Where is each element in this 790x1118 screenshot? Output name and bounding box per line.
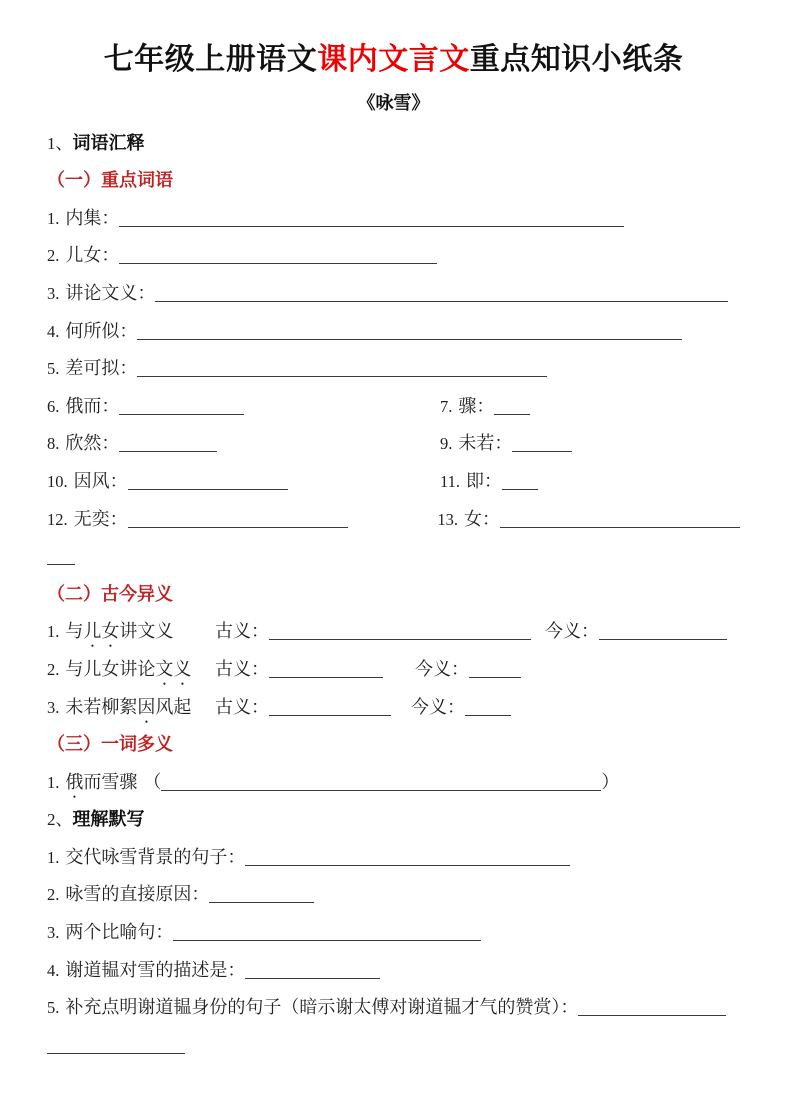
keyword-item-7 (440, 388, 740, 426)
blank-line (494, 410, 530, 415)
section-heading-words (47, 125, 740, 163)
item-label: 欣然： (65, 433, 120, 454)
modern-meaning-label: 今义： (545, 621, 599, 642)
item-label: 谢道韫对雪的描述是： (65, 959, 246, 980)
section-label: 理解默写 (72, 809, 145, 830)
emphasized-chars: 文义 (155, 658, 192, 679)
item-label: 因风： (73, 470, 128, 491)
emphasized-chars: 俄 (65, 771, 84, 792)
blank-line (173, 936, 481, 941)
dictation-item-1 (47, 839, 740, 877)
item-number: 11. (440, 471, 461, 491)
polysemy-item-1: 1. 俄而雪骤 （ ） (47, 771, 620, 792)
item-number: 1. (47, 847, 60, 867)
item-number: 3. (47, 923, 60, 943)
item-number: 1. (47, 622, 60, 642)
close-paren: ） (601, 771, 620, 792)
keyword-item-8 (47, 425, 440, 463)
modern-meaning-label: 今义： (411, 696, 465, 717)
modern-meaning-label: 今义： (415, 658, 469, 679)
gujin-item-1 (47, 613, 740, 651)
section-number: 1、 (47, 133, 73, 153)
blank-continuation-row (47, 538, 740, 576)
blank-line (578, 1011, 726, 1016)
blank-line (245, 861, 570, 866)
section-heading-dictation (47, 801, 740, 839)
title-post: 重点知识小纸条 (469, 43, 684, 76)
item-label: 内集： (65, 207, 120, 228)
dictation-item-3 (47, 914, 740, 952)
item-number: 2. (47, 885, 60, 905)
keyword-item-11 (440, 463, 740, 501)
item-number: 2. (47, 659, 60, 679)
item-label: 未若： (458, 433, 513, 454)
subsection-heading-gujin: （二）古今异义 (47, 583, 173, 604)
item-number: 7. (440, 396, 453, 416)
gujin-item-2 (47, 651, 740, 689)
item-label: 两个比喻句： (65, 922, 174, 943)
emphasized-chars: 因 (137, 696, 156, 717)
item-number: 8. (47, 434, 60, 454)
dictation-item-2 (47, 876, 740, 914)
item-label: 俄而： (65, 395, 120, 416)
item-label: 骤： (458, 395, 495, 416)
keyword-row-8-9 (47, 425, 740, 463)
blank-line (599, 635, 727, 640)
item-number: 1. (47, 772, 60, 792)
item-number: 4. (47, 321, 60, 341)
blank-line (269, 635, 531, 640)
item-number: 5. (47, 359, 60, 379)
item-number: 3. (47, 283, 60, 303)
item-number: 3. (47, 697, 60, 717)
blank-line (155, 297, 728, 302)
item-label: 何所似： (65, 320, 138, 341)
emphasized-chars: 儿女 (83, 621, 120, 642)
section-label: 词语汇释 (72, 132, 145, 153)
item-number: 12. (47, 509, 68, 529)
item-label: 交代咏雪背景的句子： (65, 846, 246, 867)
title-pre: 七年级上册语文 (103, 43, 318, 76)
keyword-item-6 (47, 388, 440, 426)
blank-line (137, 372, 547, 377)
ancient-meaning-label: 古义： (215, 621, 269, 642)
blank-continuation-row (47, 1027, 740, 1065)
ancient-meaning-label: 古义： (215, 696, 269, 717)
blank-line (500, 523, 740, 528)
item-label: 无奕： (73, 508, 128, 529)
dictation-item-4 (47, 952, 740, 990)
keyword-item-2 (47, 237, 740, 275)
blank-line (47, 1049, 185, 1054)
keyword-item-12 (47, 501, 437, 539)
keyword-item-3 (47, 275, 740, 313)
lesson-title: 《咏雪》 (357, 92, 430, 113)
blank-line (128, 523, 348, 528)
worksheet-body (47, 125, 740, 1065)
blank-line (119, 222, 624, 227)
blank-line (119, 259, 437, 264)
subsection-heading-polysemy: （三）一词多义 (47, 734, 173, 755)
item-number: 10. (47, 471, 68, 491)
blank-line (47, 560, 75, 565)
phrase: 1. 与儿女讲文义 (47, 621, 174, 642)
blank-line (469, 673, 521, 678)
item-label: 补充点明谢道韫身份的句子（暗示谢太傅对谢道韫才气的赞赏）： (65, 997, 579, 1018)
keyword-row-12-13 (47, 501, 740, 539)
blank-line (209, 898, 314, 903)
keyword-item-4 (47, 313, 740, 351)
blank-line (161, 786, 601, 791)
blank-line (269, 673, 383, 678)
item-label: 即： (466, 470, 503, 491)
item-label: 讲论文义： (65, 282, 156, 303)
item-number: 6. (47, 396, 60, 416)
section-number: 2、 (47, 810, 73, 830)
item-label: 儿女： (65, 245, 120, 266)
blank-line (512, 447, 572, 452)
page-title (47, 40, 740, 80)
dictation-item-5 (47, 989, 740, 1027)
keyword-item-5 (47, 350, 740, 388)
item-number: 2. (47, 246, 60, 266)
keyword-item-10 (47, 463, 440, 501)
blank-line (119, 410, 244, 415)
item-label: 咏雪的直接原因： (65, 884, 210, 905)
open-paren: （ (143, 771, 162, 792)
keyword-item-1 (47, 200, 740, 238)
blank-line (502, 485, 538, 490)
item-number: 5. (47, 998, 60, 1018)
gujin-item-3 (47, 689, 740, 727)
blank-line (465, 711, 511, 716)
item-number: 4. (47, 960, 60, 980)
title-highlight: 课内文言文 (317, 43, 470, 76)
item-label: 女： (464, 508, 500, 529)
subsection-heading-keywords: （一）重点词语 (47, 170, 173, 191)
item-number: 1. (47, 208, 60, 228)
keyword-row-6-7 (47, 388, 740, 426)
blank-line (245, 974, 380, 979)
blank-line (269, 711, 391, 716)
phrase: 2. 与儿女讲论文义 (47, 658, 192, 679)
phrase: 3. 未若柳絮因风起 (47, 696, 192, 717)
item-label: 差可拟： (65, 358, 138, 379)
keyword-item-9 (440, 425, 740, 463)
blank-line (119, 447, 217, 452)
keyword-item-13 (437, 501, 740, 539)
blank-line (137, 335, 682, 340)
blank-line (128, 485, 288, 490)
ancient-meaning-label: 古义： (215, 658, 269, 679)
item-number: 13. (437, 509, 458, 529)
item-number: 9. (440, 434, 453, 454)
keyword-row-10-11 (47, 463, 740, 501)
